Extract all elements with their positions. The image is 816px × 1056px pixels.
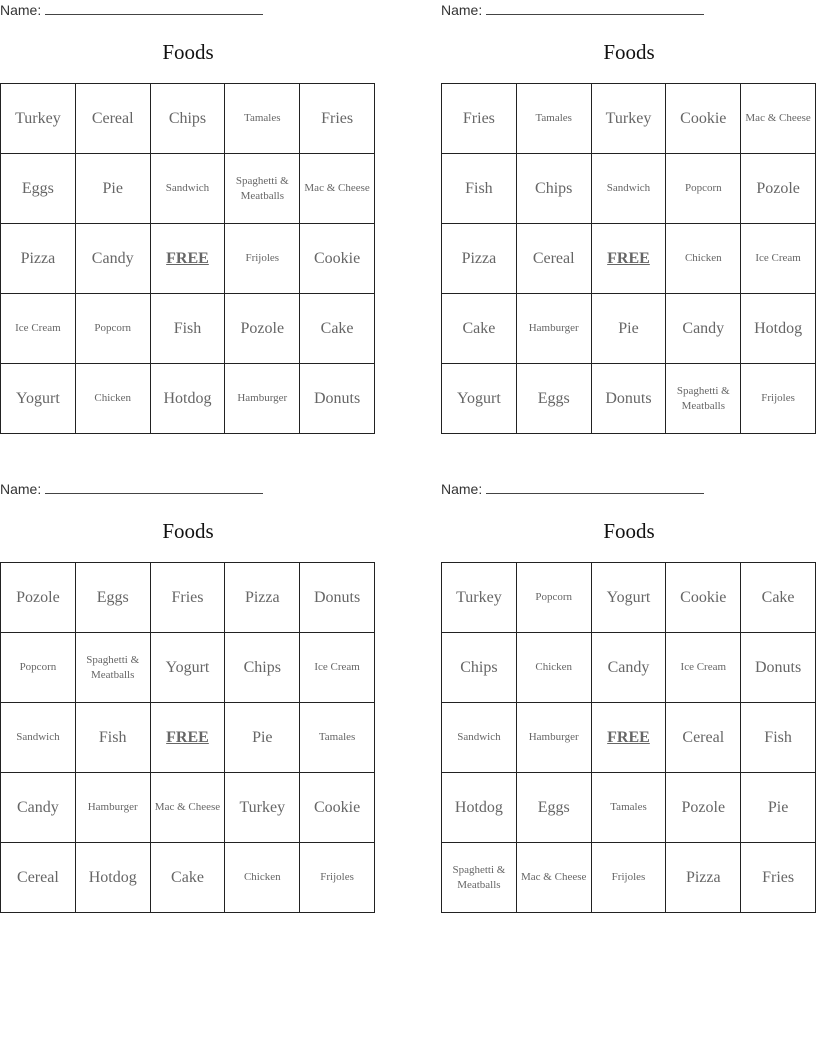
bingo-cell[interactable]: Pizza [225,563,300,633]
bingo-cell[interactable]: Fries [300,84,375,154]
bingo-cell[interactable]: Candy [76,224,151,294]
bingo-cell[interactable]: Chicken [76,364,151,434]
bingo-cell[interactable]: Turkey [442,563,517,633]
bingo-cell[interactable]: Hamburger [225,364,300,434]
bingo-cell[interactable]: Hotdog [442,773,517,843]
bingo-cell[interactable]: Chips [151,84,226,154]
bingo-cell[interactable]: Frijoles [592,843,667,913]
bingo-cell[interactable]: Mac & Cheese [517,843,592,913]
bingo-cell[interactable]: Pozole [1,563,76,633]
bingo-cell[interactable]: Hamburger [76,773,151,843]
bingo-cell[interactable]: Hotdog [151,364,226,434]
bingo-cell[interactable]: Chicken [666,224,741,294]
free-space[interactable]: FREE [592,224,667,294]
bingo-cell[interactable]: Chips [517,154,592,224]
bingo-cell[interactable]: Fries [741,843,816,913]
bingo-cell[interactable]: Spaghetti & Meatballs [225,154,300,224]
bingo-cell[interactable]: Mac & Cheese [151,773,226,843]
name-row [0,2,263,18]
bingo-cell[interactable]: Fish [76,703,151,773]
bingo-cell[interactable]: Yogurt [592,563,667,633]
name-label: Name: [441,481,483,497]
bingo-cell[interactable]: Pie [592,294,667,364]
card-title: Foods [603,40,655,64]
bingo-cell[interactable]: Hotdog [741,294,816,364]
bingo-cell[interactable]: Turkey [225,773,300,843]
bingo-cell[interactable]: Fish [741,703,816,773]
bingo-cell[interactable]: Ice Cream [300,633,375,703]
bingo-cell[interactable]: Fries [151,563,226,633]
bingo-cell[interactable]: Frijoles [741,364,816,434]
bingo-cell[interactable]: Sandwich [1,703,76,773]
bingo-cell[interactable]: Yogurt [442,364,517,434]
bingo-cell[interactable]: Sandwich [442,703,517,773]
bingo-cell[interactable]: Sandwich [151,154,226,224]
bingo-cell[interactable]: Candy [1,773,76,843]
free-space[interactable]: FREE [151,703,226,773]
bingo-grid [441,83,816,434]
bingo-cell[interactable]: Ice Cream [741,224,816,294]
bingo-cell[interactable]: Cereal [1,843,76,913]
name-label: Name: [0,481,42,497]
bingo-cell[interactable]: Tamales [517,84,592,154]
free-space[interactable]: FREE [151,224,226,294]
bingo-cell[interactable]: Pozole [741,154,816,224]
bingo-cell[interactable]: Donuts [300,364,375,434]
name-line[interactable] [486,3,704,15]
bingo-cell[interactable]: Cookie [300,224,375,294]
bingo-grid [0,83,375,434]
bingo-cell[interactable]: Candy [666,294,741,364]
name-row [0,481,263,497]
bingo-cell[interactable]: Frijoles [300,843,375,913]
name-row [441,2,704,18]
bingo-cell[interactable]: Frijoles [225,224,300,294]
name-line[interactable] [45,482,263,494]
bingo-cell[interactable]: Popcorn [666,154,741,224]
bingo-cell[interactable]: Tamales [300,703,375,773]
bingo-cell[interactable]: Spaghetti & Meatballs [76,633,151,703]
card-title: Foods [603,519,655,543]
bingo-cell[interactable]: Ice Cream [666,633,741,703]
bingo-cell[interactable]: Ice Cream [1,294,76,364]
bingo-cell[interactable]: Turkey [592,84,667,154]
bingo-cell[interactable]: Fries [442,84,517,154]
bingo-cell[interactable]: Turkey [1,84,76,154]
bingo-cell[interactable]: Pie [741,773,816,843]
bingo-cell[interactable]: Pie [76,154,151,224]
bingo-cell[interactable]: Cake [300,294,375,364]
card-title: Foods [162,40,214,64]
bingo-cell[interactable]: Pozole [225,294,300,364]
bingo-cell[interactable]: Hamburger [517,294,592,364]
bingo-cell[interactable]: Hamburger [517,703,592,773]
bingo-cell[interactable]: Pizza [666,843,741,913]
bingo-cell[interactable]: Cookie [666,84,741,154]
bingo-cell[interactable]: Eggs [517,364,592,434]
bingo-cell[interactable]: Pizza [1,224,76,294]
bingo-cell[interactable]: Chicken [225,843,300,913]
name-label: Name: [0,2,42,18]
bingo-cell[interactable]: Eggs [1,154,76,224]
bingo-cell[interactable]: Mac & Cheese [741,84,816,154]
bingo-cell[interactable]: Spaghetti & Meatballs [666,364,741,434]
bingo-cell[interactable]: Popcorn [76,294,151,364]
bingo-cell[interactable]: Pozole [666,773,741,843]
name-row [441,481,704,497]
bingo-cell[interactable]: Tamales [592,773,667,843]
bingo-cell[interactable]: Cereal [666,703,741,773]
bingo-cell[interactable]: Donuts [741,633,816,703]
bingo-cell[interactable]: Tamales [225,84,300,154]
bingo-cell[interactable]: Cereal [517,224,592,294]
bingo-cell[interactable]: Cereal [76,84,151,154]
bingo-cell[interactable]: Sandwich [592,154,667,224]
bingo-grid [441,562,816,913]
name-label: Name: [441,2,483,18]
bingo-cell[interactable]: Cookie [300,773,375,843]
bingo-cell[interactable]: Pie [225,703,300,773]
card-title: Foods [162,519,214,543]
bingo-cell[interactable]: Fish [151,294,226,364]
name-line[interactable] [45,3,263,15]
bingo-cell[interactable]: Popcorn [517,563,592,633]
bingo-cell[interactable]: Chips [225,633,300,703]
bingo-cell[interactable]: Cake [442,294,517,364]
bingo-cell[interactable]: Chips [442,633,517,703]
bingo-cell[interactable]: Fish [442,154,517,224]
bingo-cell[interactable]: Eggs [517,773,592,843]
bingo-cell[interactable]: Popcorn [1,633,76,703]
name-line[interactable] [486,482,704,494]
bingo-cell[interactable]: Yogurt [1,364,76,434]
bingo-cell[interactable]: Eggs [76,563,151,633]
bingo-cell[interactable]: Candy [592,633,667,703]
bingo-cell[interactable]: Donuts [592,364,667,434]
bingo-cell[interactable]: Chicken [517,633,592,703]
bingo-cell[interactable]: Cake [151,843,226,913]
bingo-cell[interactable]: Cake [741,563,816,633]
bingo-cell[interactable]: Hotdog [76,843,151,913]
bingo-cell[interactable]: Donuts [300,563,375,633]
free-space[interactable]: FREE [592,703,667,773]
bingo-grid [0,562,375,913]
bingo-cell[interactable]: Pizza [442,224,517,294]
bingo-cell[interactable]: Mac & Cheese [300,154,375,224]
bingo-cell[interactable]: Cookie [666,563,741,633]
bingo-cell[interactable]: Yogurt [151,633,226,703]
bingo-cell[interactable]: Spaghetti & Meatballs [442,843,517,913]
